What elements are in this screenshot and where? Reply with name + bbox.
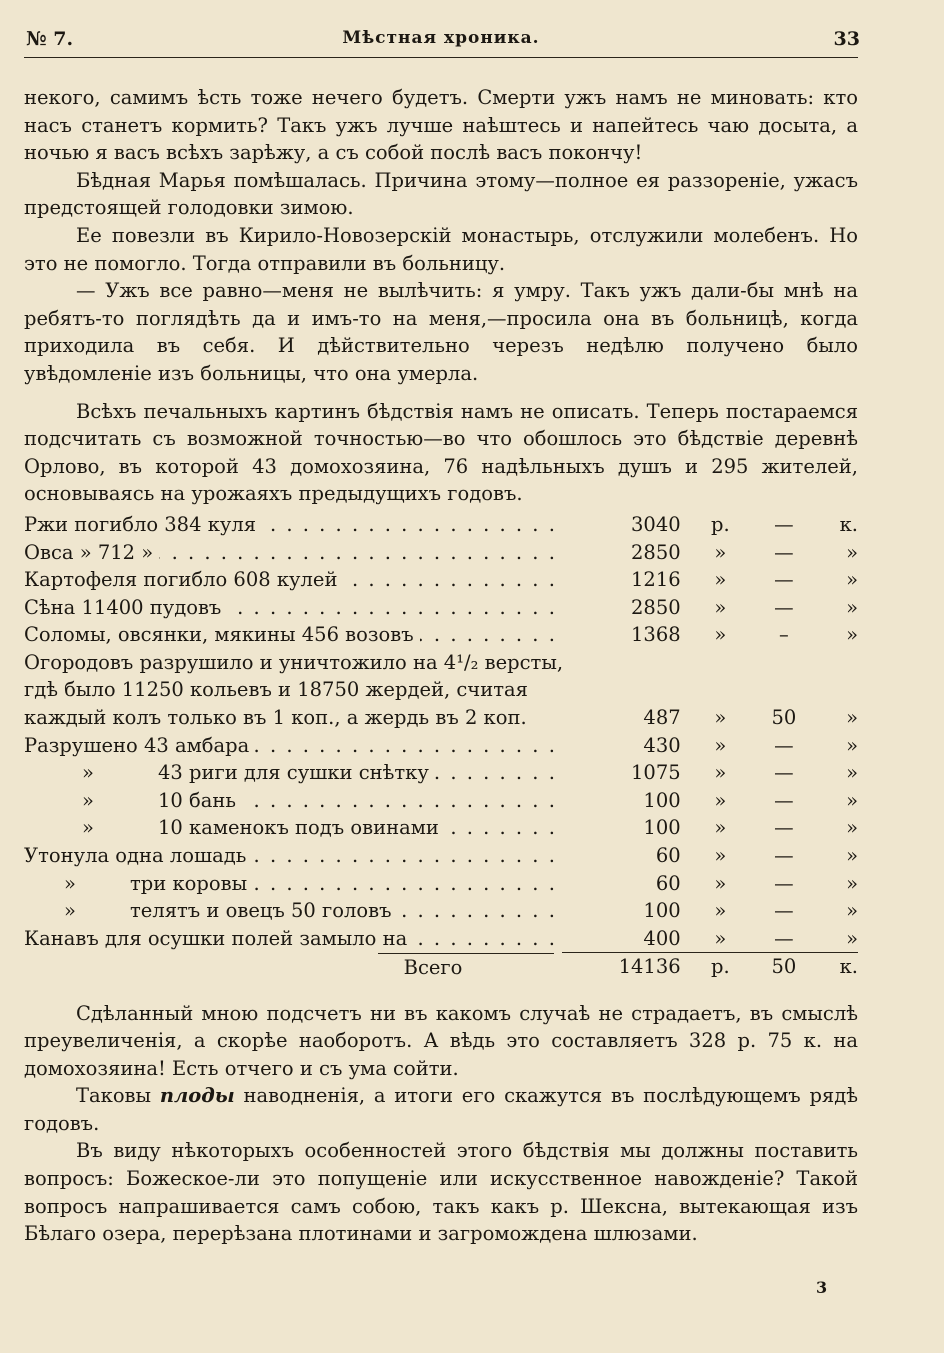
- ledger-amount: 1216: [631, 568, 681, 592]
- ledger-row: [24, 511, 858, 539]
- ledger-total-row: [24, 953, 858, 982]
- ledger-amount: 400: [643, 926, 681, 950]
- ledger-k: »: [846, 540, 858, 564]
- ledger-item: Овса » 712 »: [24, 541, 159, 564]
- issue-number: № 7.: [26, 28, 74, 50]
- paragraph: Въ виду нѣкоторыхъ особенностей этого бѣдствія мы должны поставить вопросъ: Божеское-ли это попущеніе или искусственное навожденіе? Такой вопросъ напрашивается самъ собою, такъ какъ р. Шексна, вытекающая изъ Бѣлаго озера, перерѣзана плотинами и загромождена шлюзами.: [24, 1139, 858, 1246]
- ledger-k: к.: [839, 512, 858, 536]
- paragraph: [24, 1082, 858, 1137]
- ledger-row: [24, 732, 858, 760]
- ledger-row: [24, 594, 858, 622]
- paragraph: Ее повезли въ Кирило-Новозерскій монастырь, отслужили молебенъ. Но это не помогло. Тогда отправили въ больницу.: [24, 223, 858, 275]
- ledger-kopecks: —: [774, 899, 794, 923]
- ledger-currency: »: [714, 595, 727, 619]
- ledger-item: Сѣна 11400 пудовъ: [24, 596, 227, 619]
- ledger-amount: 100: [643, 899, 681, 923]
- ledger-amount: 100: [643, 816, 681, 840]
- ledger-item: каждый колъ только въ 1 коп., а жердь въ 2 коп.: [24, 706, 527, 730]
- total-k: к.: [816, 953, 858, 982]
- ledger-kopecks: –: [779, 623, 789, 647]
- ledger-item: три коровы: [130, 871, 248, 895]
- ledger-kopecks: —: [774, 761, 794, 785]
- paragraph: Бѣдная Марья помѣшалась. Причина этому—полное ея раззореніе, ужасъ предстоящей голодовки зимою.: [24, 168, 858, 220]
- ledger-currency: »: [714, 899, 727, 923]
- ledger-k: »: [846, 733, 858, 757]
- ledger-k: »: [846, 788, 858, 812]
- ledger-currency: »: [714, 844, 727, 868]
- ledger-item: Соломы, овсянки, мякины 456 возовъ: [24, 623, 420, 646]
- emphasis: плоды: [159, 1084, 235, 1108]
- ledger-row: [24, 925, 858, 953]
- total-label: Всего: [378, 953, 554, 982]
- ledger-amount: 3040: [631, 512, 681, 536]
- ledger-currency: »: [714, 568, 727, 592]
- ditto-mark: »: [64, 871, 76, 895]
- paragraph: Сдѣланный мною подсчетъ ни въ какомъ случаѣ не страдаетъ, въ смыслѣ преувеличенія, а скорѣе наоборотъ. А вѣдь это составляетъ 328 р. 75 к. на домохозяина! Есть отчего и съ ума сойти.: [24, 1001, 858, 1080]
- ledger-item: Картофеля погибло 608 кулей: [24, 568, 343, 591]
- ledger-item: телятъ и овецъ 50 головъ: [130, 899, 392, 923]
- ledger-kopecks: —: [774, 871, 794, 895]
- total-amount: 14136: [562, 953, 689, 982]
- ditto-mark: »: [82, 788, 94, 812]
- ledger-row: [24, 787, 858, 815]
- ditto-mark: »: [82, 816, 94, 840]
- ledger-row: [24, 814, 858, 842]
- ledger-currency: »: [714, 733, 727, 757]
- ledger-item: Ржи погибло 384 куля: [24, 513, 262, 536]
- article-body: [24, 84, 858, 1248]
- ledger-currency: »: [714, 788, 727, 812]
- ledger-amount: 60: [655, 871, 681, 895]
- ledger-amount: 2850: [631, 540, 681, 564]
- ledger-kopecks: —: [774, 788, 794, 812]
- ledger-k: »: [846, 761, 858, 785]
- damage-ledger: [24, 511, 858, 982]
- ledger-item: Утонула одна лошадь: [24, 844, 252, 867]
- running-header: [24, 28, 858, 54]
- ledger-row: [24, 842, 858, 870]
- ledger-item: Разрушено 43 амбара: [24, 734, 255, 757]
- ledger-k: »: [846, 706, 858, 730]
- ledger-amount: 1368: [631, 623, 681, 647]
- ditto-mark: »: [82, 761, 94, 785]
- ledger-amount: 430: [643, 733, 681, 757]
- ledger-item: гдѣ было 11250 кольевъ и 18750 жердей, считая: [24, 678, 528, 702]
- ledger-amount: 2850: [631, 595, 681, 619]
- ledger-k: »: [846, 871, 858, 895]
- ledger-currency: р.: [711, 512, 730, 536]
- ledger-currency: »: [714, 926, 727, 950]
- ledger-row: [24, 649, 858, 677]
- ledger-amount: 100: [643, 788, 681, 812]
- ledger-kopecks: —: [774, 926, 794, 950]
- ledger-kopecks: —: [774, 844, 794, 868]
- header-rule: [24, 57, 858, 58]
- total-kopecks: 50: [752, 953, 816, 982]
- ledger-kopecks: —: [774, 595, 794, 619]
- paragraph: некого, самимъ ѣсть тоже нечего будетъ. Смерти ужъ намъ не миновать: кто насъ станетъ кормить? Такъ ужъ лучше наѣштесь и напейтесь чаю досыта, а ночью я васъ всѣхъ зарѣжу, а съ собой послѣ васъ покончу!: [24, 86, 858, 165]
- ledger-k: »: [846, 623, 858, 647]
- paragraph-text: наводненія, а итоги его скажутся въ послѣдующемъ рядѣ годовъ.: [24, 1084, 858, 1135]
- ledger-amount: 487: [643, 706, 681, 730]
- ledger-item: 10 каменокъ подъ овинами: [158, 816, 439, 840]
- ledger-currency: »: [714, 623, 727, 647]
- ledger-item: Канавъ для осушки полей замыло на: [24, 927, 413, 950]
- signature-mark: 3: [816, 1278, 828, 1297]
- ledger-k: »: [846, 568, 858, 592]
- ledger-amount: 1075: [631, 761, 681, 785]
- ledger-kopecks: —: [774, 568, 794, 592]
- ledger-currency: »: [714, 761, 727, 785]
- ledger-kopecks: —: [774, 540, 794, 564]
- ledger-currency: »: [714, 871, 727, 895]
- ledger-row: [24, 759, 858, 787]
- ledger-k: »: [846, 595, 858, 619]
- ledger-row: [24, 897, 858, 925]
- ledger-k: »: [846, 926, 858, 950]
- total-currency: р.: [689, 953, 753, 982]
- ledger-row: [24, 621, 858, 649]
- ledger-currency: »: [714, 540, 727, 564]
- ledger-kopecks: 50: [771, 706, 797, 730]
- ledger-kopecks: —: [774, 512, 794, 536]
- ledger-item: 10 бань: [158, 788, 236, 812]
- paragraph: Всѣхъ печальныхъ картинъ бѣдствія намъ не описать. Теперь постараемся подсчитать съ возможной точностью—во что обошлось это бѣдствіе деревнѣ Орлово, въ которой 43 домохозяина, 76 надѣльныхъ душъ и 295 жителей, основываясь на урожаяхъ предыдущихъ годовъ.: [24, 399, 858, 506]
- section-title: Мѣстная хроника.: [342, 28, 540, 48]
- ledger-row: [24, 704, 858, 732]
- ledger-kopecks: —: [774, 816, 794, 840]
- ledger-kopecks: —: [774, 733, 794, 757]
- ledger-k: »: [846, 844, 858, 868]
- ledger-currency: »: [714, 706, 727, 730]
- paragraph-text: Таковы: [76, 1084, 160, 1108]
- ledger-row: [24, 870, 858, 898]
- paragraph: — Ужъ все равно—меня не вылѣчить: я умру. Такъ ужъ дали-бы мнѣ на ребятъ-то поглядѣть да и имъ-то на меня,—просила она въ больницѣ, когда приходила въ себя. И дѣйствительно черезъ недѣлю получено было увѣдомленіе изъ больницы, что она умерла.: [24, 279, 858, 385]
- ledger-row: [24, 566, 858, 594]
- ledger-currency: »: [714, 816, 727, 840]
- ledger-item: 43 риги для сушки снѣтку: [158, 761, 429, 785]
- ledger-row: [24, 676, 858, 704]
- page-number: 33: [833, 28, 860, 50]
- ditto-mark: »: [64, 899, 76, 923]
- ledger-row: [24, 539, 858, 567]
- ledger-item: Огородовъ разрушило и уничтожило на 4¹/₂ версты,: [24, 650, 564, 674]
- ledger-amount: 60: [655, 844, 681, 868]
- ledger-k: »: [846, 899, 858, 923]
- ledger-k: »: [846, 816, 858, 840]
